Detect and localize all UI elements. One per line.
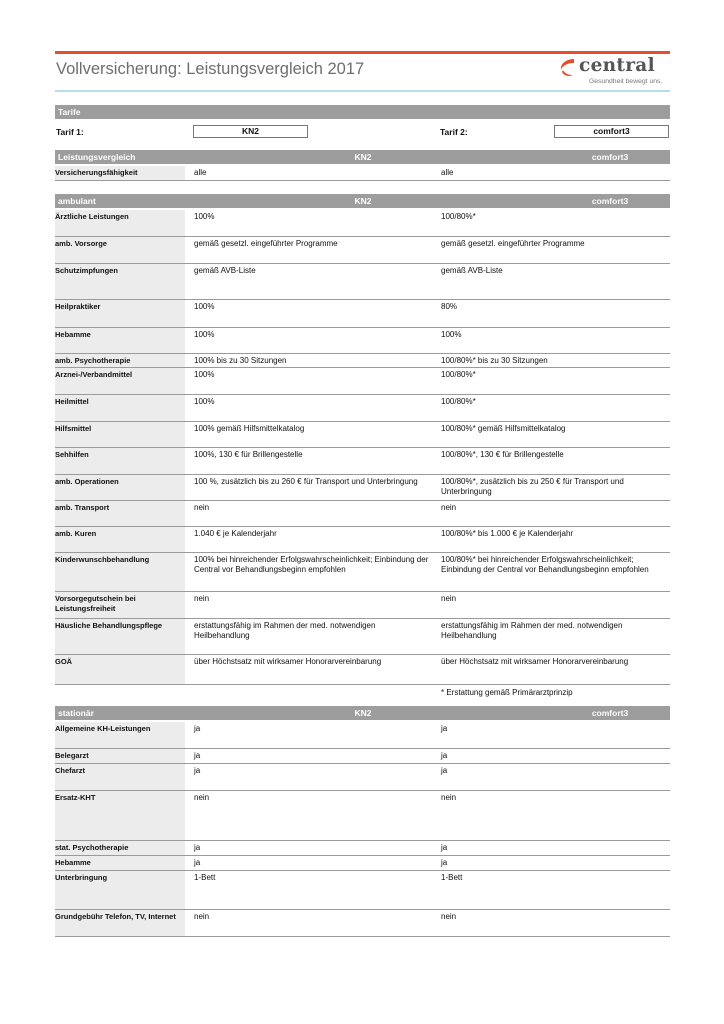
- row-value-tarif2: nein: [441, 793, 457, 802]
- table-row: [55, 856, 670, 871]
- table-row: [55, 527, 670, 553]
- row-value-tarif2: ja: [441, 751, 448, 760]
- table-row: [55, 791, 670, 841]
- row-value-tarif1: erstattungsfähig im Rahmen der med. notwendigen Heilbehandlung: [194, 621, 376, 641]
- row-value-tarif1: 100% bis zu 30 Sitzungen: [194, 356, 287, 365]
- row-value-tarif1: 100% gemäß Hilfsmittelkatalog: [194, 424, 305, 433]
- table-row: [55, 166, 670, 181]
- table-row: [55, 501, 670, 527]
- row-value-tarif1: 100%: [194, 212, 215, 221]
- leistungsvergleich-header: [55, 150, 670, 164]
- row-label: Hebamme: [55, 330, 91, 339]
- row-value-tarif2: über Höchstsatz mit wirksamer Honorarvereinbarung: [441, 657, 629, 666]
- footnote: * Erstattung gemäß Primärarztprinzip: [441, 688, 573, 697]
- table-row: [55, 264, 670, 300]
- header-accent-line: [55, 51, 670, 54]
- row-value-tarif1: 100%: [194, 370, 215, 379]
- table-row: [55, 475, 670, 501]
- table-row: [55, 422, 670, 448]
- tarif2-label: Tarif 2:: [440, 127, 468, 137]
- table-row: [55, 448, 670, 475]
- header-category: Leistungsvergleich: [58, 152, 136, 162]
- central-logo: [558, 55, 673, 91]
- table-row: [55, 237, 670, 264]
- header-tarif2: comfort3: [591, 196, 629, 206]
- row-value-tarif2: 100/80%* gemäß Hilfsmittelkatalog: [441, 424, 566, 433]
- row-value-tarif1: 100%, 130 € für Brillengestelle: [194, 450, 303, 459]
- tarif2-field[interactable]: comfort3: [554, 125, 669, 138]
- header-divider: [55, 90, 670, 92]
- row-value-tarif2: 100/80%*, zusätzlich bis zu 250 € für Transport und Unterbringung: [441, 477, 624, 497]
- tarif-selection-row: [55, 124, 670, 140]
- row-label: Hilfsmittel: [55, 424, 92, 433]
- row-value-tarif2: nein: [441, 594, 457, 603]
- tarife-section-header: [55, 105, 670, 119]
- row-label: Heilpraktiker: [55, 302, 101, 311]
- row-value-tarif1: nein: [194, 793, 210, 802]
- row-value-tarif1: über Höchstsatz mit wirksamer Honorarvereinbarung: [194, 657, 382, 666]
- row-label: Unterbringung: [55, 873, 108, 882]
- row-value-tarif1: nein: [194, 503, 210, 512]
- row-value-tarif2: erstattungsfähig im Rahmen der med. notwendigen Heilbehandlung: [441, 621, 623, 641]
- row-value-tarif1: alle: [194, 168, 207, 177]
- table-row: [55, 722, 670, 749]
- row-label: Schutzimpfungen: [55, 266, 118, 275]
- table-row: [55, 764, 670, 791]
- row-label: amb. Operationen: [55, 477, 119, 486]
- row-value-tarif1: 100%: [194, 330, 215, 339]
- table-row: [55, 395, 670, 422]
- header-tarif1: KN2: [354, 708, 372, 718]
- header-tarif2: comfort3: [591, 708, 629, 718]
- tarife-section-label: Tarife: [58, 107, 81, 117]
- logo-name: central: [579, 55, 655, 76]
- row-value-tarif1: ja: [194, 751, 201, 760]
- table-row: [55, 300, 670, 328]
- row-value-tarif2: 100/80%*: [441, 397, 476, 406]
- row-value-tarif2: 100/80%* bis zu 30 Sitzungen: [441, 356, 548, 365]
- table-row: [55, 841, 670, 856]
- logo-mark-icon: [558, 57, 578, 79]
- row-label: Häusliche Behandlungspflege: [55, 621, 163, 630]
- row-value-tarif2: ja: [441, 843, 448, 852]
- row-label: Allgemeine KH-Leistungen: [55, 724, 151, 733]
- row-value-tarif2: ja: [441, 724, 448, 733]
- row-value-tarif1: ja: [194, 766, 201, 775]
- table-row: [55, 368, 670, 395]
- row-value-tarif1: nein: [194, 912, 210, 921]
- table-row: [55, 354, 670, 368]
- tarif1-label: Tarif 1:: [56, 127, 84, 137]
- row-label: Grundgebühr Telefon, TV, Internet: [55, 912, 176, 921]
- table-row: [55, 749, 670, 764]
- row-value-tarif2: ja: [441, 858, 448, 867]
- table-row: [55, 655, 670, 685]
- row-label: Ärztliche Leistungen: [55, 212, 129, 221]
- row-label: Versicherungsfähigkeit: [55, 168, 138, 177]
- table-row: [55, 910, 670, 937]
- row-value-tarif1: 1-Bett: [194, 873, 216, 882]
- row-value-tarif1: 1.040 € je Kalenderjahr: [194, 529, 277, 538]
- header-tarif1: KN2: [354, 196, 372, 206]
- row-value-tarif2: 80%: [441, 302, 458, 311]
- row-label: Vorsorgegutschein bei Leistungsfreiheit: [55, 594, 136, 613]
- row-value-tarif2: 100/80%* bei hinreichender Erfolgswahrscheinlichkeit; Einbindung der Central vor Behandlungsbeginn empfohlen: [441, 555, 649, 575]
- row-value-tarif2: 100/80%* bis 1.000 € je Kalenderjahr: [441, 529, 574, 538]
- tarif1-field[interactable]: KN2: [193, 125, 308, 138]
- row-value-tarif1: gemäß AVB-Liste: [194, 266, 256, 275]
- row-value-tarif2: nein: [441, 503, 457, 512]
- row-label: amb. Psychotherapie: [55, 356, 131, 365]
- row-value-tarif2: 100%: [441, 330, 462, 339]
- row-label: amb. Vorsorge: [55, 239, 107, 248]
- row-value-tarif1: ja: [194, 724, 201, 733]
- row-value-tarif1: ja: [194, 843, 201, 852]
- row-value-tarif1: 100% bei hinreichender Erfolgswahrscheinlichkeit; Einbindung der Central vor Behandlungsbeginn empfohlen: [194, 555, 429, 575]
- row-label: Hebamme: [55, 858, 91, 867]
- row-label: Heilmittel: [55, 397, 89, 406]
- table-row: [55, 619, 670, 655]
- document-title: Vollversicherung: Leistungsvergleich 2017: [56, 60, 365, 78]
- table-row: [55, 871, 670, 910]
- row-value-tarif2: ja: [441, 766, 448, 775]
- row-value-tarif2: nein: [441, 912, 457, 921]
- header-tarif1: KN2: [354, 152, 372, 162]
- row-label: Sehhilfen: [55, 450, 89, 459]
- row-value-tarif1: ja: [194, 858, 201, 867]
- row-label: stat. Psychotherapie: [55, 843, 129, 852]
- row-value-tarif2: 100/80%*: [441, 370, 476, 379]
- stationaer-header: [55, 706, 670, 720]
- row-value-tarif2: gemäß gesetzl. eingeführter Programme: [441, 239, 585, 248]
- row-label: amb. Kuren: [55, 529, 97, 538]
- row-label: Arznei-/Verbandmittel: [55, 370, 133, 379]
- row-label: Ersatz-KHT: [55, 793, 96, 802]
- row-value-tarif2: 1-Bett: [441, 873, 463, 882]
- logo-tagline: Gesundheit bewegt uns.: [589, 78, 663, 85]
- row-value-tarif1: nein: [194, 594, 210, 603]
- row-value-tarif2: 100/80%*, 130 € für Brillengestelle: [441, 450, 564, 459]
- row-label: Chefarzt: [55, 766, 86, 775]
- table-row: [55, 210, 670, 237]
- row-label: Belegarzt: [55, 751, 89, 760]
- row-value-tarif1: 100 %, zusätzlich bis zu 260 € für Transport und Unterbringung: [194, 477, 418, 486]
- row-label: Kinderwunschbehandlung: [55, 555, 150, 564]
- row-value-tarif2: gemäß AVB-Liste: [441, 266, 503, 275]
- row-value-tarif2: alle: [441, 168, 454, 177]
- row-value-tarif1: 100%: [194, 397, 215, 406]
- table-row: [55, 592, 670, 619]
- table-row: [55, 328, 670, 354]
- row-value-tarif2: 100/80%*: [441, 212, 476, 221]
- row-value-tarif1: gemäß gesetzl. eingeführter Programme: [194, 239, 338, 248]
- header-tarif2: comfort3: [591, 152, 629, 162]
- row-label: amb. Transport: [55, 503, 110, 512]
- ambulant-header: [55, 194, 670, 208]
- header-category: ambulant: [58, 196, 96, 206]
- row-label: GOÄ: [55, 657, 73, 666]
- table-row: [55, 553, 670, 592]
- row-value-tarif1: 100%: [194, 302, 215, 311]
- header-category: stationär: [58, 708, 94, 718]
